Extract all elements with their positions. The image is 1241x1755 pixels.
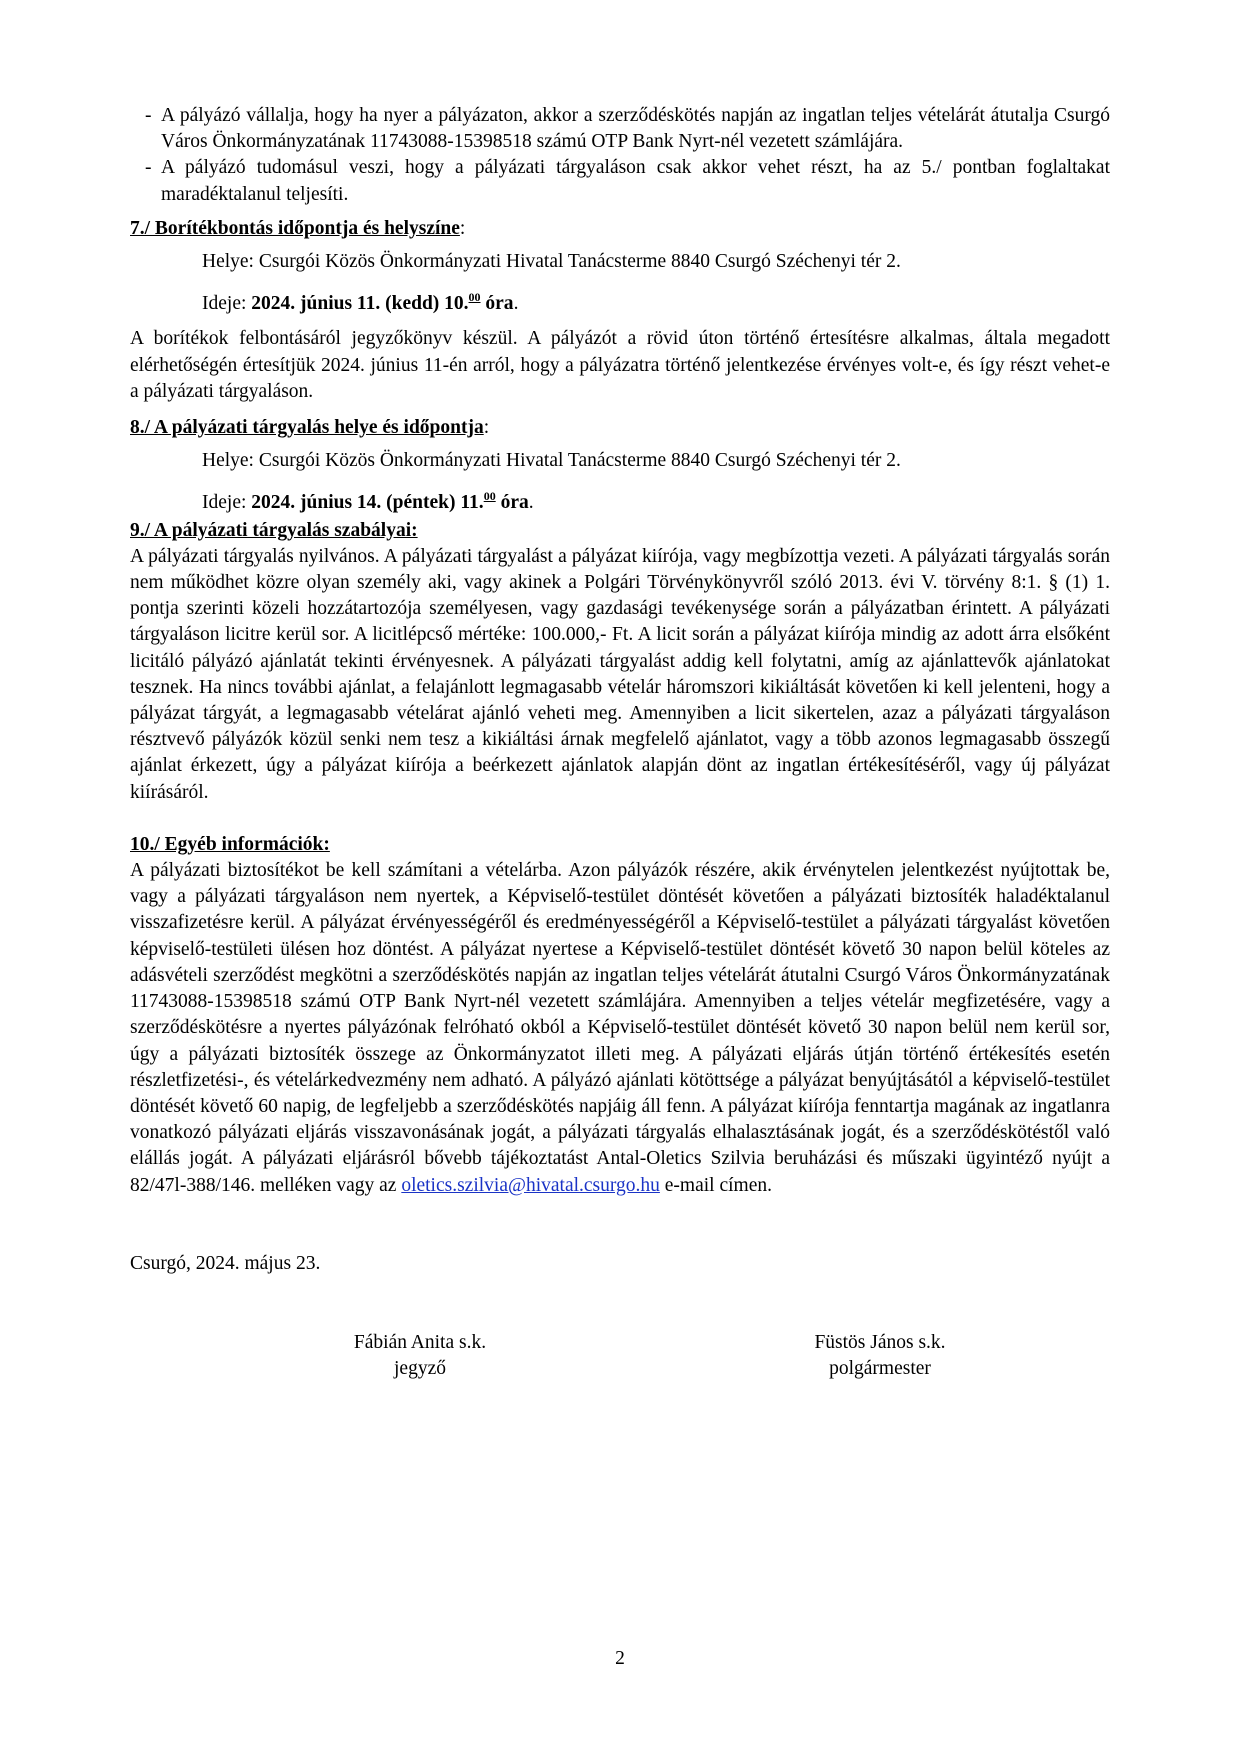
signature-mayor xyxy=(760,1330,1000,1382)
section-9-text: A pályázati tárgyalás nyilvános. A pályázati tárgyalást a pályázat kiírója, vagy megbízottja vezeti. A pályázati tárgyalás során nem működhet közre olyan személy aki, vagy akinek a Polgári Törvénykönyvről szóló 2013. évi V. törvény 8:1. § (1) 1. pontja szerinti közeli hozzátartozója személyesen, vagy gazdasági tevékenysége során a pályázatban érintett. A pályázati tárgyaláson licitre kerül sor. A licitlépcső mértéke: 100.000,- Ft. A licit során a pályázat kiírója mindig az adott árra elsőként licitáló pályázó ajánlatát tekinti érvényesnek. A pályázati tárgyalást addig kell folytatni, amíg az ajánlattevők ajánlatokat tesznek. Ha nincs további ajánlat, a felajánlott legmagasabb vételár háromszori kikiáltását követően ki kell jelenteni, hogy a pályázat tárgyát, a legmagasabb vételárat ajánló veheti meg. Amennyiben a licit sikertelen, azaz a pályázati tárgyaláson résztvevő pályázók közül senki nem tesz a kikiáltási árnak megfelelő ajánlatot, vagy a több azonos legmagasabb összegű ajánlat érkezett, úgy a pályázat kiírója a beérkezett ajánlatok alapján dönt az ingatlan értékesítéséről, vagy új pályázat kiírásáról. xyxy=(130,545,1110,803)
dash-bullet: - xyxy=(145,157,152,179)
time-minutes: 00 xyxy=(483,489,496,504)
section-10-text xyxy=(130,858,1110,1199)
time-period: . xyxy=(513,293,519,315)
section-7-heading xyxy=(130,216,1110,242)
list-item xyxy=(130,155,1110,207)
heading-colon: : xyxy=(483,417,490,439)
section-10-heading xyxy=(130,832,1110,858)
time-unit: óra xyxy=(495,492,529,514)
email-link[interactable]: oletics.szilvia@hivatal.csurgo.hu xyxy=(401,1174,660,1196)
section-7-text: A borítékok felbontásáról jegyzőkönyv készül. A pályázót a rövid úton történő értesítésre alkalmas, általa megadott elérhetőségén értesítjük 2024. június 11-én arról, hogy a pályázatra történő jelentkezése érvényes volt-e, és így részt vehet-e a pályázati tárgyaláson. xyxy=(130,328,1110,402)
list-item xyxy=(130,103,1110,155)
time-value: 2024. június 14. (péntek) 11. xyxy=(251,492,484,514)
section-8-heading xyxy=(130,415,1110,441)
document-body xyxy=(130,103,1110,1277)
dash-bullet: - xyxy=(145,105,152,126)
heading-text: 10./ Egyéb információk: xyxy=(130,833,330,855)
section-8-place: Helye: Csurgói Közös Önkormányzati Hivatal Tanácsterme 8840 Csurgó Széchenyi tér 2. xyxy=(202,450,901,472)
section-7-time xyxy=(130,284,1110,317)
heading-text: 7./ Borítékbontás időpontja és helyszíne xyxy=(130,217,460,239)
heading-text: 9./ A pályázati tárgyalás szabályai: xyxy=(130,519,418,541)
time-label: Ideje: xyxy=(202,293,252,315)
section-10-body: A pályázati biztosítékot be kell számítani a vételárba. Azon pályázók részére, akik érvénytelen jelentkezést nyújtottak be, vagy a pályázati tárgyaláson nem nyertek, a Képviselő-testület döntését követően a pályázati biztosíték haladéktalanul visszafizetésre kerül. A pályázat érvényességéről és eredményességéről a Képviselő-testület a pályázati tárgyalást követően képviselő-testületi ülésen hoz döntést. A pályázat nyertese a Képviselő-testület döntését követő 30 napon belül köteles az adásvételi szerződést megkötni a szerződéskötés napján az ingatlan teljes vételárát átutalni Csurgó Város Önkormányzatának 11743088-15398518 számú OTP Bank Nyrt-nél vezetett számlájára. Amennyiben a teljes vételár megfizetésére, vagy a szerződéskötésre a nyertes pályázónak felróható okból a Képviselő-testület döntését követő 30 napon belül nem kerül sor, úgy a pályázati biztosíték összege az Önkormányzatot illeti meg. A pályázati eljárás útján történő értékesítés esetén részletfizetési-, és vételárkedvezmény nem adható. A pályázó ajánlati kötöttsége a pályázat benyújtásától a képviselő-testület döntését követő 60 napig, de legfeljebb a szerződéskötés napjáig áll fenn. A pályázat kiírója fenntartja magának az ingatlanra vonatkozó pályázati eljárás visszavonásának jogát, a pályázati tárgyalás elhalasztásának jogát, és a szerződéskötéstől való elállás jogát. A pályázati eljárásról bővebb tájékoztatást Antal-Oletics Szilvia beruházási és műszaki ügyintéző nyújt a 82/47l-388/146. melléken vagy az xyxy=(130,860,1110,1196)
section-7-place: Helye: Csurgói Közös Önkormányzati Hivatal Tanácsterme 8840 Csurgó Széchenyi tér 2. xyxy=(202,251,901,273)
signature-name: Fábián Anita s.k. xyxy=(353,1332,487,1353)
place-date: Csurgó, 2024. május 23. xyxy=(130,1252,321,1274)
bullet-text: A pályázó tudomásul veszi, hogy a pályázati tárgyaláson csak akkor vehet részt, ha az 5./ pontban foglaltakat maradéktalanul teljesíti. xyxy=(161,157,1110,205)
section-9-heading xyxy=(130,518,1110,544)
bullet-text: A pályázó vállalja, hogy ha nyer a pályázaton, akkor a szerződéskötés napján az ingatlan teljes vételárát átutalja Csurgó Város Önkormányzatának 11743088-15398518 számú OTP Bank Nyrt-nél vezetett számlájára. xyxy=(161,105,1110,153)
time-value: 2024. június 11. (kedd) 10. xyxy=(251,293,469,315)
signature-notary xyxy=(300,1330,540,1382)
time-minutes: 00 xyxy=(468,290,481,305)
time-period: . xyxy=(528,492,534,514)
time-label: Ideje: xyxy=(202,492,252,514)
section-10-end: e-mail címen. xyxy=(659,1174,772,1196)
page-number: 2 xyxy=(615,1648,625,1669)
heading-colon: : xyxy=(459,217,466,239)
time-unit: óra xyxy=(480,293,514,315)
signature-title: jegyző xyxy=(394,1358,446,1379)
signature-name: Füstös János s.k. xyxy=(814,1332,946,1353)
heading-text: 8./ A pályázati tárgyalás helye és időpontja xyxy=(130,417,484,439)
section-8-time xyxy=(130,483,1110,516)
signature-title: polgármester xyxy=(829,1358,931,1379)
